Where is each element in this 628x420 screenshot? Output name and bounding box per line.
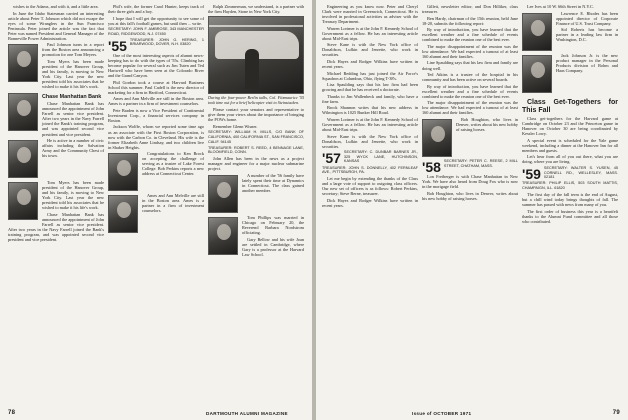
portrait-photo [8, 93, 38, 131]
portrait-photo [522, 13, 552, 51]
portrait-photo [208, 175, 238, 213]
paragraph: John Allen has been in the news as a project manager and engineer for a major nuclear submarine project. [208, 156, 304, 172]
paragraph: Steve Kane is with the New York office of Donaldson, Lufkin and Jenrette, who work in securities. [322, 42, 418, 58]
portrait-photo [208, 217, 238, 255]
photo-caption: During the four-power Berlin talks, Col. Fitzmaurice '55 took time out for a brief helicopter visit to Steinstucken. [208, 95, 304, 105]
paragraph: Congratulations to Ken Brock on accepting the challenge of serving as a trustee of Lake Forest College. Bob Perkins reports a new address at Connecticut Center. [142, 151, 204, 177]
class-secretary: SECRETARY: C. DUNBAR BARNES JR., 325 WYCK LANE, HUTCHINSON, KANSAS [343, 150, 418, 164]
paragraph: The first order of business this year is a heartfelt thanks to the Alumni Fund committee and all those who contributed. [522, 208, 618, 224]
paragraph: Lee Ives at 10 W. 66th Street in N.Y.C. [527, 4, 594, 9]
class-year-mark: '57 [322, 150, 341, 167]
paragraph: Tom Phillips was married in Chicago on February 20, the Reverend Barbara Nordstrom officiating. [242, 214, 304, 236]
class-treasurer: TREASURER: ROBERT S. REED, 4 BENNAGE LANE, BLOOMFIELD, CONN. [208, 145, 304, 155]
right-footer-title: Issue of OCTOBER 1971 [412, 411, 472, 416]
paragraph: Engineering as you know now. Peter and Cheryl Clark were married in Greenwich, Connecticut. He is involved in professional activities as adviser with the Treasury Department. [322, 4, 418, 25]
paragraph: wishes to the Adams, and with it, and a little area. [13, 4, 99, 9]
paragraph: Gillett, newsletter editor; and Don Hilliker, class treasurer. [422, 4, 518, 15]
paragraph: The major disappointment of the reunion was the low attendance. We had expected a turnout of at least 160 alumni and their families. [422, 43, 518, 59]
paragraph: Thanks to Jim Wallenbeck and family, who have a fine farm. [322, 93, 418, 104]
class-secretary: SECRETARY: WALTER S. YUSEN, 45 CORNELL RD., WELLESLEY, MASS. 02181 [543, 165, 618, 180]
paragraph: Chase Manhattan Bank has announced the appointment of John Farrell as senior vice president. After two years in the Navy Farrell joined the Bank's training program, and was appointed second vice president and vice president. [8, 211, 104, 243]
portrait-photo [8, 44, 38, 82]
right-page [316, 0, 628, 420]
class-treasurer: TREASURER: JOHN G. HERING, 1 BRIARWOOD, DOVER, N.H. 03820 [129, 37, 204, 47]
paragraph: Phil's wife, the former Carol Hunter, keeps track of their three girls and a boy. [108, 4, 204, 15]
paragraph: Sid Roberts has become a partner in a leading law firm in Washington, D.C. [556, 27, 618, 43]
paragraph: Tom Myers has been made president of the Hanover Group, and his family, is moving to New York City. Last year the new president told his associates that he wished to make it his life's work. [42, 180, 104, 211]
section-heading: Class Get-Togethers for This Fall [522, 98, 618, 114]
paragraph: He is active in a number of civic affairs including the Salvation Army and the Community Chest of his town. [42, 138, 104, 159]
right-footer [613, 410, 620, 416]
paragraph: Michael Redding has just joined the Air Force's Squadron at Columbus, Ohio, flying T-38's. [322, 70, 418, 81]
paragraph: The first day of the fall term is the end of August, but a chill wind today brings thoughts of fall. The summer has passed with news from many of you. [522, 191, 618, 208]
right-column-1 [322, 4, 418, 209]
paragraph: Chase Manhattan Bank has announced the appointment of John Farrell as senior vice president. After two years in the Navy Farrell joined the Bank's training program, and was appointed second vice president and vice president. [42, 101, 104, 137]
paragraph: One of the most interesting aspects of alumni news-keeping has to do with the types of '55s. Climbing has become popular for several such as Jim Tuten and Ted Hartwell who have been seen at the Colorado River and the Grand Canyon. [108, 52, 204, 79]
paragraph: Please contact your senators and representative to give them your views about the importance of bringing the POWs home. [208, 107, 304, 123]
paragraph: Gary Bellow and his wife Joan are settled in Cambridge, where Gary is a professor at the Harvard Law School. [242, 236, 304, 257]
right-column-3 [522, 4, 618, 225]
page-number: 79 [612, 410, 620, 416]
paragraph: Phil Gordon took a course at Harvard Business School this summer. Paul Cadell is the new director of marketing for a firm in Hartford, Connecticut. [108, 79, 204, 95]
paragraph: Lawrence E. Rhodes has been appointed director of Corporate Finance of U.S. Trust Company. [556, 10, 618, 26]
paragraph: Lisa Spaulding says that his law firm had been growing and that he has received a doctorate. [322, 82, 418, 93]
class-treasurer: TREASURER: JOHN S. DONNELLY, 402 FERNLEAF AVE., PITTSBURGH, PA. [322, 165, 418, 175]
section-heading: Chase Manhattan Bank [42, 93, 102, 100]
class-secretary: SECRETARY: WILLIAM H. MILLS, C/O BANK OF CALIFORNIA, 400 CALIFORNIA ST., SAN FRANCISCO, CALIF. 94145 [208, 130, 304, 144]
left-column-1 [8, 4, 104, 244]
right-column-2 [422, 4, 518, 202]
left-footer-title: DARTMOUTH ALUMNI MAGAZINE [206, 411, 288, 416]
page-number: 78 [8, 410, 16, 416]
paragraph: By way of introduction, you have learned that the excellent weather and a fine schedule of events combined to make the reunion one of the best ever. [422, 27, 518, 43]
paragraph: Jack Johnson Jr. is the new product manager in the Personal Products division of Rohm and Haas Company. [556, 52, 618, 73]
paragraph: Jackson Wolffe, whom we reported some time ago as an associate with the First Boston Corporation, is now with the Carbon Co. in Cleveland. His wife is the former Elizabeth Anne Lindsay, and two children live in Shaker Heights. [108, 124, 204, 150]
paragraph: Bob Houghton, who lives in Denver, writes about his new hobby of raising horses. [456, 116, 518, 133]
portrait-photo [522, 55, 552, 93]
class-secretary: SECRETARY: PETER C. REESE, 2 MILL STREET, CHATHAM, MASS. [443, 158, 518, 168]
paragraph: Let me begin by extending the thanks of the Class and a large vote of support to outgoing class officers. Our new set of officers is as follows: Robert Perkins, secretary; Steve Berne, treasurer. [322, 176, 418, 197]
paragraph: Ben Hardy, chairman of the 15th reunion, held June 18-20, submits the following report: [422, 15, 518, 26]
paragraph: Tom Myers has been made president of the Hanover Group, and his family, is moving to New York City. Last year the new president told his associates that he wished to make it his life's work. [42, 58, 104, 90]
class-secretary: SECRETARY: JOHN F. AMBROSE, 343 MANCHESTER ROAD, RIDGEWOOD, N.J. 07450 [108, 27, 204, 36]
paragraph: Ralph Zimmerman, we understand, is a partner with the firm Hayden, Stone in New York City. [208, 4, 304, 15]
portrait-photo [422, 119, 452, 157]
portrait-photo [108, 153, 138, 191]
helicopter-photo [208, 16, 304, 94]
paragraph: By way of introduction, you have learned that the excellent weather and a fine schedule of events combined to make the reunion one of the best ever. [422, 83, 518, 99]
paragraph: Paul Johnson turns in a report from the Boston area announcing a promotion for one Tom Meyers. [42, 42, 104, 58]
left-column-2 [108, 4, 204, 235]
paragraph: A special event is scheduled for the Yale game weekend, including a dinner at the Hanover Inn for all members and guests. [522, 137, 618, 153]
paragraph: Warren Lorimer is at the John F. Kennedy School of Government as a fellow. He has an interesting article about Mid-East trips. [322, 116, 418, 133]
left-footer [8, 410, 15, 416]
portrait-photo [8, 140, 38, 178]
paragraph: Class get-togethers for the Harvard game at Cambridge on October 23 and the Princeton game in Hanover on October 30 are being coordinated by Kessler Lowy. [522, 116, 618, 137]
paragraph: In June the Idaho Statesman carried an interesting article about Peter T. Johnson which did not escape the eyes of some Wranglers in the Sun Francisco Peninsula. Peter joined the article was the fact that Peter was named President and General Manager of the Bonneville Power Administration. [8, 10, 104, 41]
paragraph: Line Spaulding says that his law firm and family are doing well. [422, 60, 518, 71]
paragraph: Ames and Ann Melville are still in the Boston area. Ames is a partner in a firm of investment counselors. [108, 96, 204, 107]
class-year-mark: '59 [522, 165, 541, 182]
rotor-shape [209, 25, 304, 27]
paragraph: Lon Freiberger is with Chase Manhattan in New York. We have also heard from Doug Fox who is now in the mortgage field. [422, 173, 518, 190]
paragraph: Steve Kane is with the New York office of Donaldson, Lufkin and Jenrette, who work in securities. [322, 133, 418, 149]
paragraph: Dick Hayes and Rodger Wilkins have written in recent years. [322, 197, 418, 208]
portrait-photo [8, 182, 38, 220]
class-treasurer: TREASURER: PHILIP ELLIS, 503 SOUTH MATTIS, CHAMPAIGN, ILL. 61820 [522, 181, 618, 190]
paragraph: Warren Lorimer is at the John F. Kennedy School of Government as a fellow. He has an interesting article about Mid-East trips. [322, 25, 418, 41]
left-page [0, 0, 312, 420]
paragraph: I hope that I will get the opportunity to see some of you at this fall's football games, but until then ... write. [108, 15, 204, 26]
paragraph: Brock Shannon writes that his new address in Wilmington is 1025 Bunker Hill Road. [322, 105, 418, 116]
left-column-3 [208, 4, 304, 258]
class-year-mark: '55 [108, 37, 127, 54]
class-year-mark: '58 [422, 158, 441, 175]
paragraph: Ames and Ann Melville are still in the Boston area. Ames is a partner in a firm of investment counselors. [142, 193, 204, 214]
paragraph: Ted Atkins is a trustee of the hospital in his community and has been active on several boards. [422, 72, 518, 83]
paragraph: Let's hear from all of you out there, what you are doing, where you are living. [522, 154, 618, 165]
paragraph: Pete Braden is now a Vice President of Continental Investment Corp., a financial services company in Boston. [108, 107, 204, 123]
paragraph: A number of the '56 family have lately spent their time at Dynamics in Connecticut. The class gained another member. [242, 172, 304, 194]
paragraph: Dick Hayes and Rodger Wilkins have written in recent years. [322, 58, 418, 70]
paragraph: Bob Houghton, who lives in Denver, writes about his new hobby of raising horses. [422, 190, 518, 201]
paragraph: The major disappointment of the reunion was the low attendance. We had expected a turnout of at least 160 alumni and their families. [422, 100, 518, 116]
portrait-photo [108, 195, 138, 233]
paragraph: Remember Glenn Wisner. [213, 123, 258, 129]
person-silhouette [245, 49, 259, 89]
